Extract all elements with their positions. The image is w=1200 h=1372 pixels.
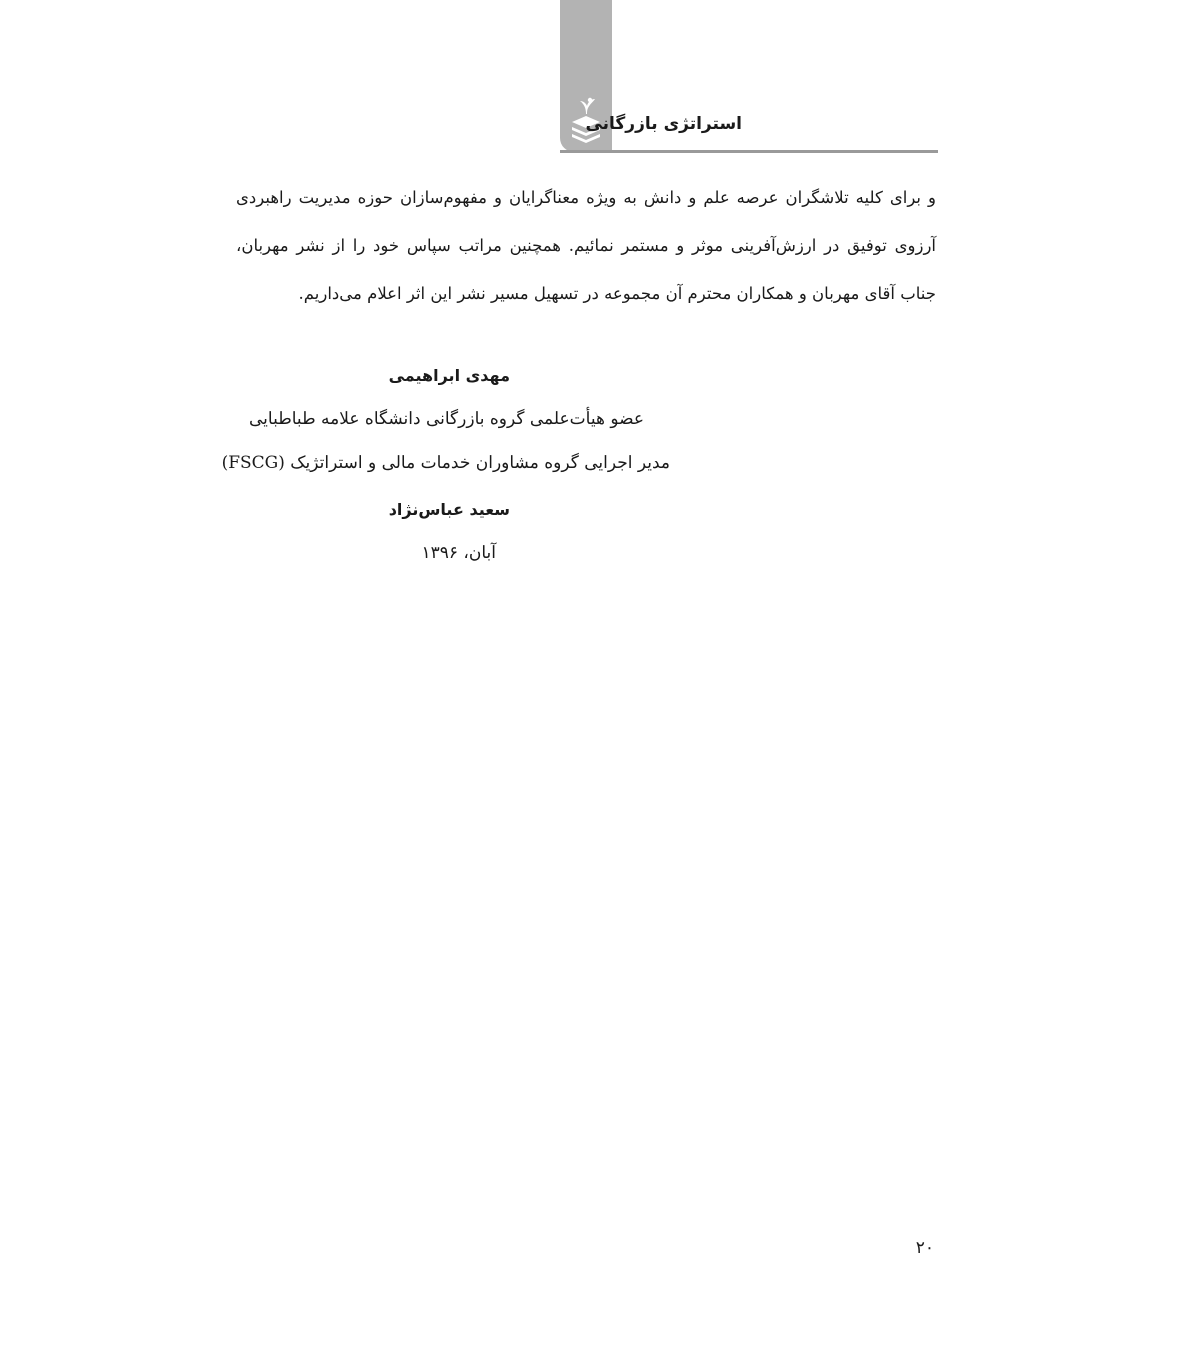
acknowledgement-text: و برای کلیه تلاشگران عرصه علم و دانش به ویژه معناگرایان و مفهوم‌سازان حوزه مدیریت راهبردی آرزوی توفیق در ارزش‌آفرینی موثر و مستمر نمائیم. همچنین مراتب سپاس خود را از نشر مهربان، جناب آقای مهربان و همکاران محترم آن مجموعه در تسهیل مسیر نشر این اثر اعلام می‌داریم. bbox=[236, 188, 936, 303]
author-name-2: سعید عباس‌نژاد bbox=[388, 500, 510, 519]
body-paragraph bbox=[236, 174, 936, 318]
author-affiliation-1: عضو هیأت‌علمی گروه بازرگانی دانشگاه علامه طباطبایی bbox=[249, 409, 644, 429]
signature-date: آبان، ۱۳۹۶ bbox=[421, 543, 496, 563]
header-rule bbox=[560, 150, 938, 153]
page-number: ۲۰ bbox=[915, 1238, 934, 1258]
running-header-title: استراتژی بازرگانی bbox=[585, 114, 742, 134]
author-name-1: مهدی ابراهیمی bbox=[388, 366, 510, 385]
author-affiliation-2: مدیر اجرایی گروه مشاوران خدمات مالی و استراتژیک (FSCG) bbox=[221, 453, 670, 473]
